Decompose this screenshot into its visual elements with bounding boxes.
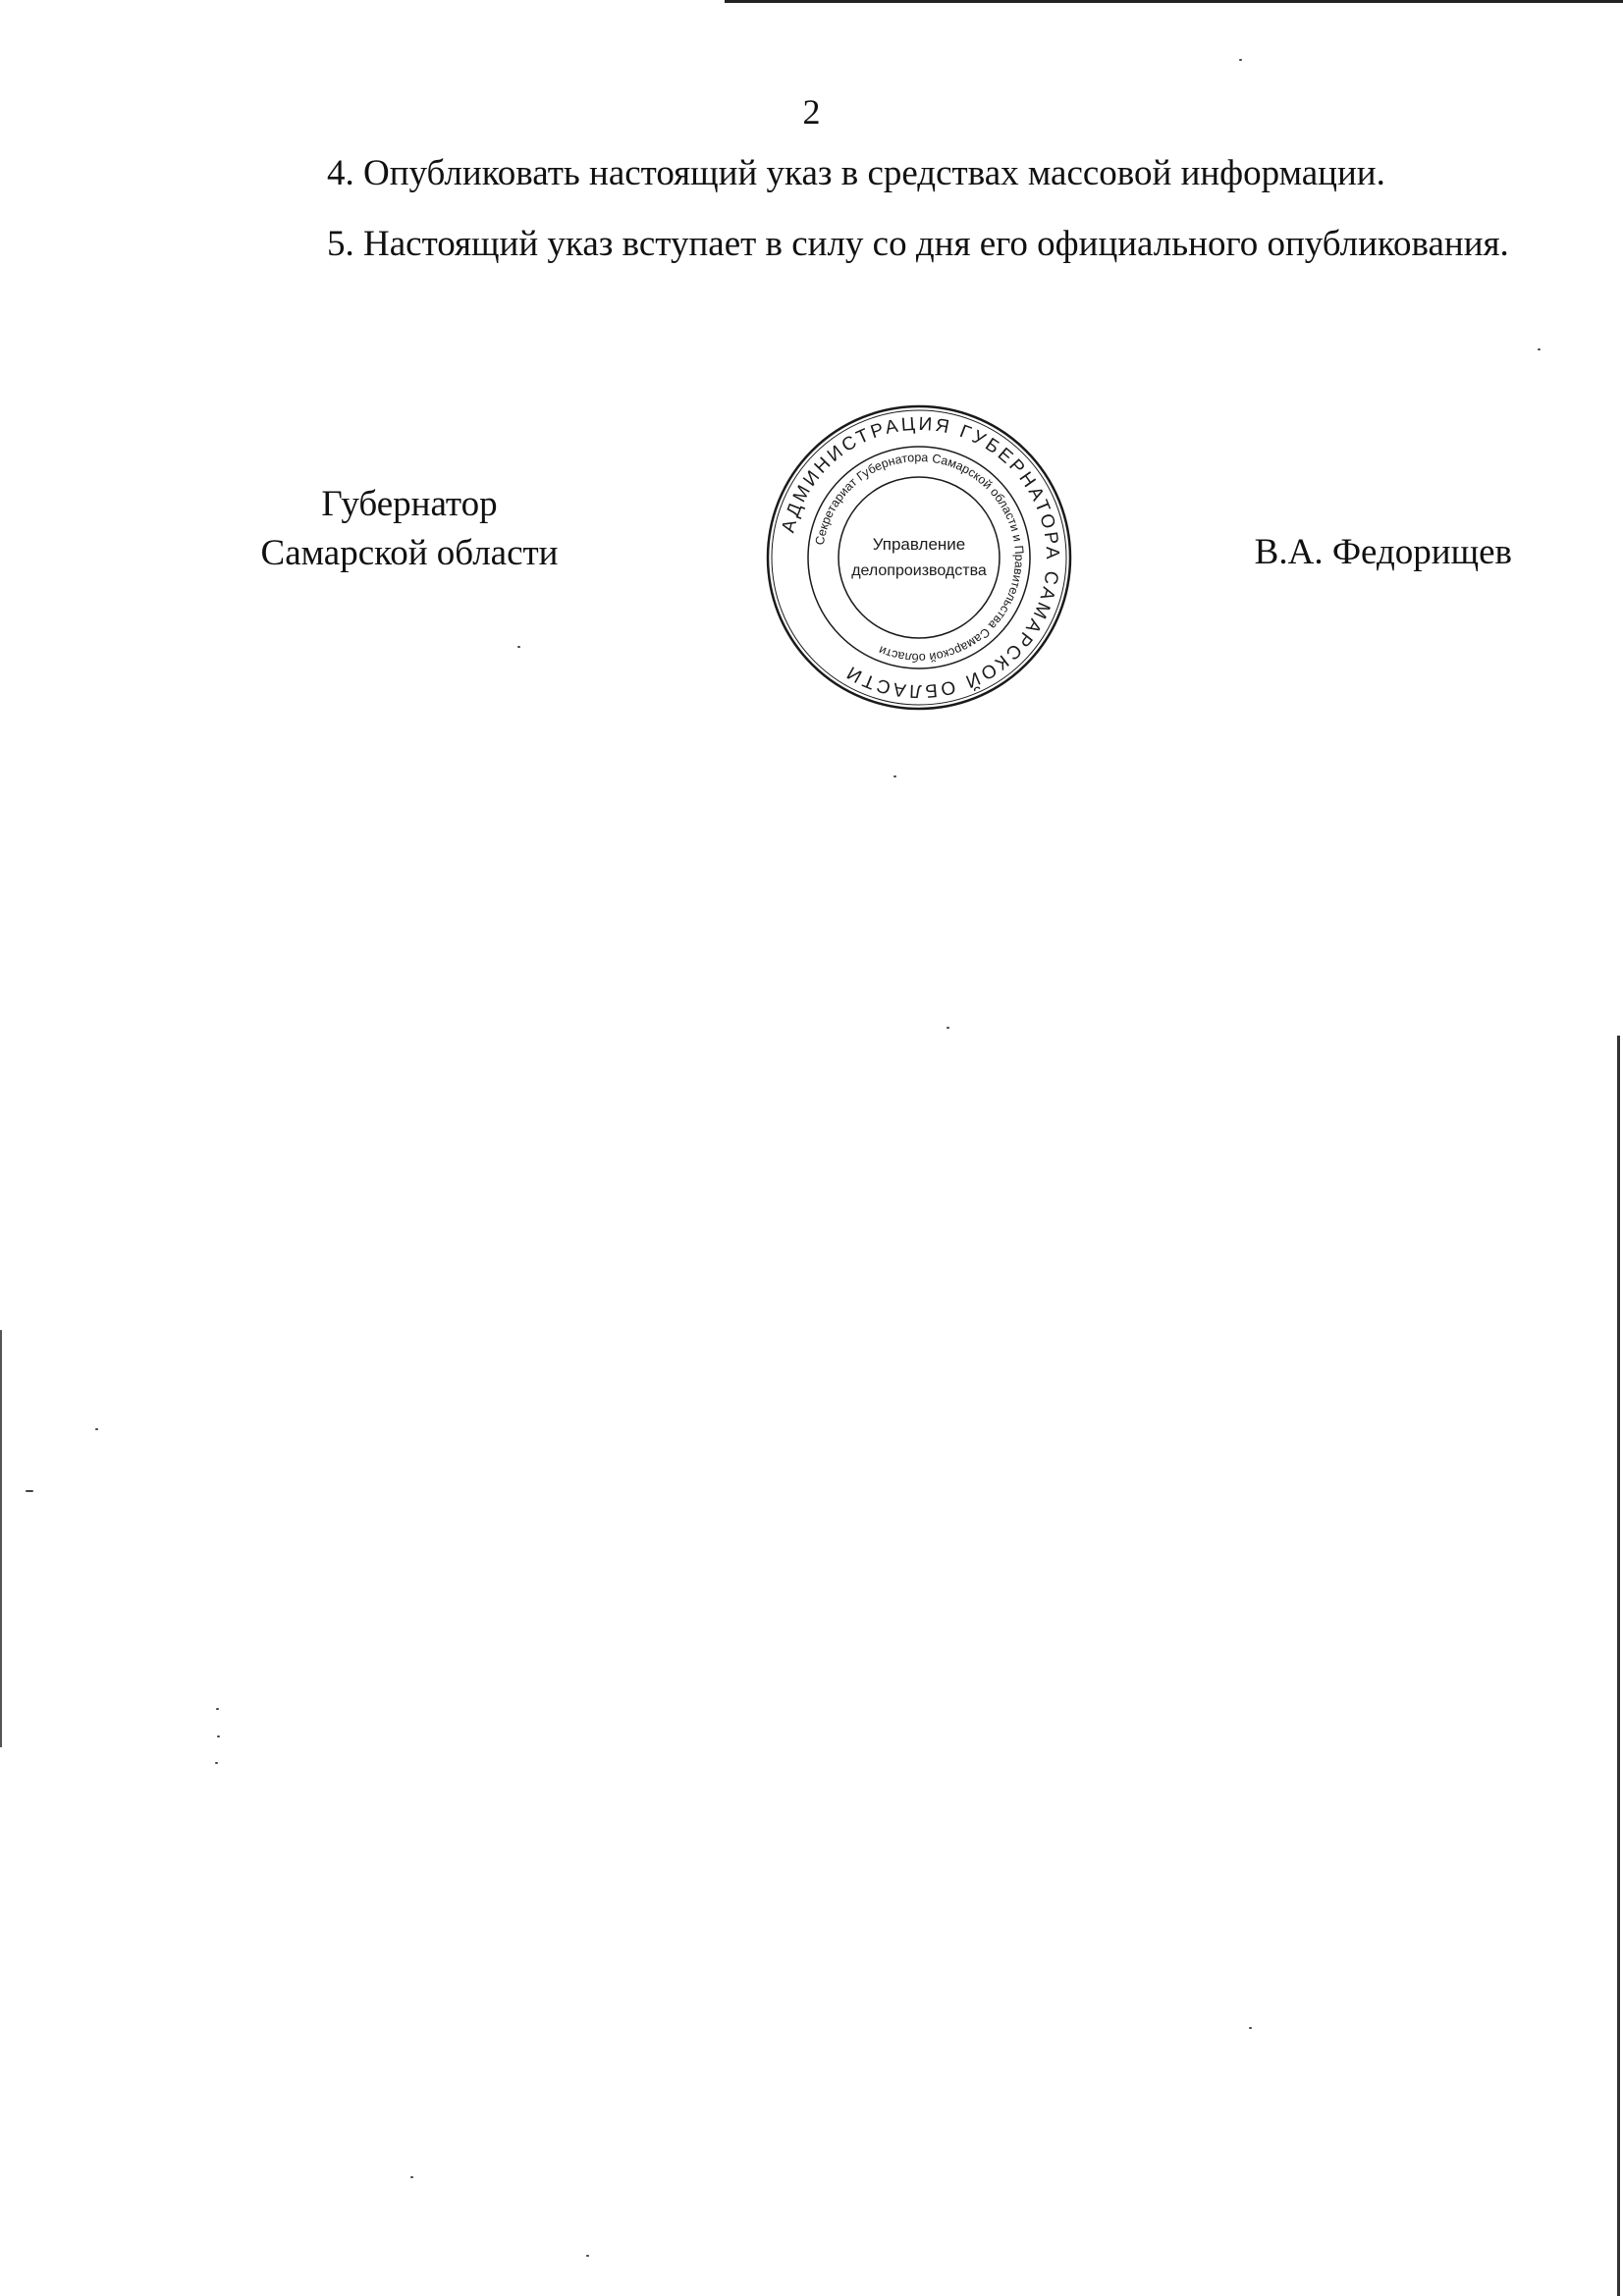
scan-speck bbox=[893, 775, 896, 777]
scan-speck bbox=[586, 2255, 589, 2257]
scan-speck bbox=[1249, 2027, 1252, 2029]
scan-speck bbox=[215, 1762, 218, 1764]
scan-speck bbox=[1538, 348, 1541, 350]
scan-speck bbox=[947, 1027, 949, 1029]
stamp-outer-text: АДМИНИСТРАЦИЯ ГУБЕРНАТОРА САМАРСКОЙ ОБЛАСТИ bbox=[778, 413, 1063, 702]
scan-left-border bbox=[0, 1330, 2, 1747]
official-stamp bbox=[762, 400, 1076, 715]
scan-speck bbox=[1239, 59, 1242, 61]
signatory-title-line-2: Самарской области bbox=[260, 533, 559, 573]
scan-right-border bbox=[1617, 1036, 1620, 2296]
page-number: 2 bbox=[802, 92, 821, 132]
scan-speck bbox=[26, 1490, 33, 1492]
scan-speck bbox=[217, 1735, 220, 1737]
paragraph-4: 4. Опубликовать настоящий указ в средствах массовой информации. bbox=[327, 153, 1385, 193]
signatory-title-line-1: Губернатор bbox=[321, 484, 498, 524]
paragraph-5: 5. Настоящий указ вступает в силу со дня его официального опубликования. bbox=[327, 224, 1509, 264]
scan-speck bbox=[517, 646, 520, 648]
stamp-center-line-1: Управление bbox=[872, 535, 966, 554]
stamp-ring-text: Секретариат Губернатора Самарской области и Правительства Самарской области bbox=[812, 450, 1027, 666]
signatory-title bbox=[228, 480, 591, 578]
scan-speck bbox=[216, 1708, 219, 1710]
signatory-name: В.А. Федорищев bbox=[1254, 532, 1512, 572]
scan-speck bbox=[410, 2176, 413, 2178]
scan-speck bbox=[95, 1428, 98, 1430]
stamp-center-line-2: делопроизводства bbox=[851, 562, 987, 579]
scan-top-border bbox=[725, 0, 1623, 3]
